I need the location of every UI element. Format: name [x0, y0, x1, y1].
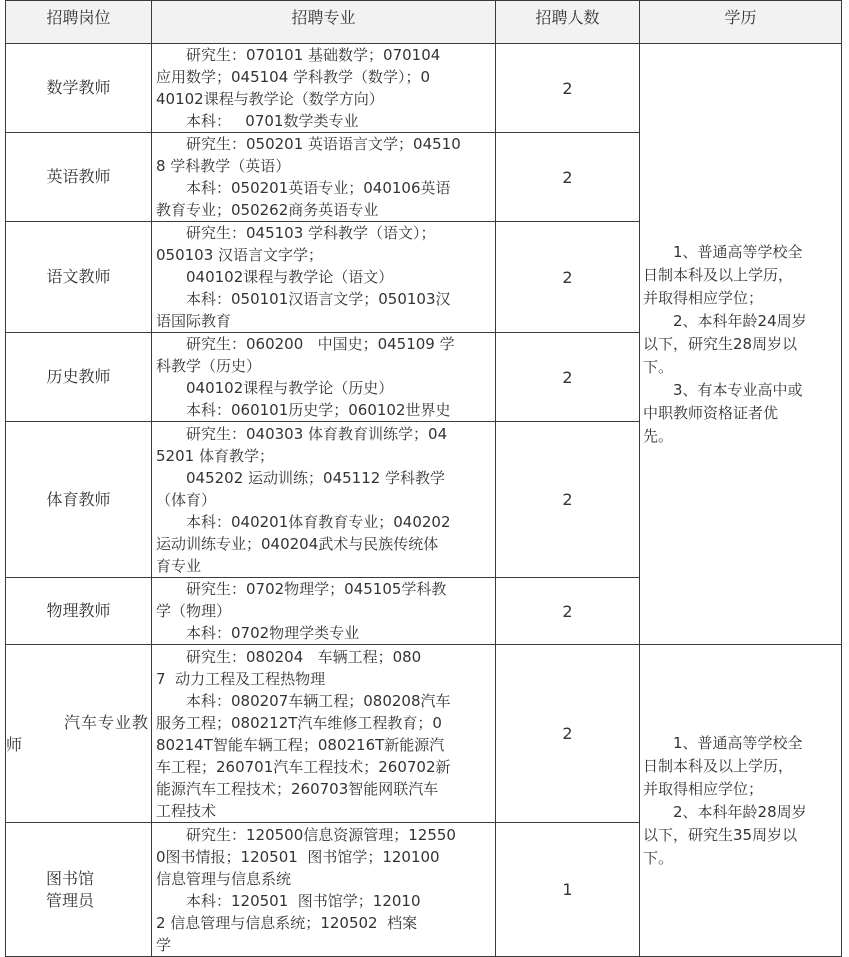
major-line: 能源汽车工程技术；260703智能网联汽车: [156, 779, 439, 798]
count-cell: 2: [496, 133, 640, 222]
major-cell: [152, 222, 496, 333]
count-cell: 2: [496, 222, 640, 333]
count-cell: 2: [496, 578, 640, 645]
major-line: 研究生：070101 基础数学；070104: [186, 46, 441, 64]
major-line: 车工程；260701汽车工程技术；260702新: [156, 757, 451, 776]
edu-line: 并取得相应学位；: [643, 779, 764, 798]
edu-line: 2、本科年龄24周岁: [673, 311, 807, 330]
recruitment-table: [5, 0, 842, 957]
major-line: （体育）: [156, 490, 217, 509]
major-line: 研究生：050201 英语语言文学；04510: [186, 135, 461, 153]
header-major: 招聘专业: [152, 1, 496, 44]
edu-line: 日制本科及以上学历，: [643, 265, 794, 284]
edu-line: 以下，研究生28周岁以: [643, 334, 798, 353]
position-cell: 历史教师: [6, 333, 152, 422]
position-cell: 物理教师: [6, 578, 152, 645]
major-line: 应用数学；045104 学科教学（数学）；0: [156, 68, 431, 86]
education-cell-group1: [640, 44, 842, 645]
major-line: 050103 汉语言文字学；: [156, 246, 324, 264]
major-line: 045202 运动训练；045112 学科教学: [186, 468, 446, 487]
major-line: 服务工程；080212T汽车维修工程教育；0: [156, 713, 442, 732]
table-row: [6, 645, 842, 823]
edu-line: 3、有本专业高中或: [673, 380, 803, 399]
count-cell: 2: [496, 44, 640, 133]
major-line: 教育专业；050262商务英语专业: [156, 201, 379, 219]
position-cell: 英语教师: [6, 133, 152, 222]
header-count: 招聘人数: [496, 1, 640, 44]
position-cell: 语文教师: [6, 222, 152, 333]
major-line: 80214T智能车辆工程；080216T新能源汽: [156, 735, 445, 754]
major-line: 本科：080207车辆工程；080208汽车: [186, 691, 451, 710]
major-line: 本科：050201英语专业；040106英语: [186, 179, 451, 197]
edu-line: 先。: [643, 426, 674, 445]
major-line: 研究生：0702物理学；045105学科教: [186, 580, 447, 598]
major-line: 40102课程与教学论（数学方向）: [156, 90, 384, 108]
major-line: 育专业: [156, 556, 202, 575]
position-cell: 体育教师: [6, 422, 152, 578]
major-line: 研究生：120500信息资源管理；12550: [186, 825, 456, 844]
major-line: 研究生：060200 中国史；045109 学: [186, 335, 455, 353]
education-cell-group2: [640, 645, 842, 957]
edu-line: 并取得相应学位；: [643, 288, 764, 307]
position-cell: [6, 823, 152, 957]
count-cell: 2: [496, 333, 640, 422]
major-cell: [152, 578, 496, 645]
major-line: 0图书情报；120501 图书馆学；120100: [156, 847, 440, 866]
table-header-row: [6, 1, 842, 44]
major-line: 本科：040201体育教育专业；040202: [186, 512, 451, 531]
edu-line: 1、普通高等学校全: [673, 733, 803, 752]
edu-line: 1、普通高等学校全: [673, 242, 803, 261]
major-line: 信息管理与信息系统: [156, 869, 292, 888]
major-line: 研究生：080204 车辆工程；080: [186, 647, 422, 666]
edu-line: 日制本科及以上学历，: [643, 756, 794, 775]
major-line: 本科： 0701数学类专业: [186, 112, 359, 130]
position-line: 师: [6, 734, 23, 754]
major-line: 学: [156, 935, 172, 954]
position-cell: 数学教师: [6, 44, 152, 133]
major-line: 研究生：040303 体育教育训练学；04: [186, 424, 448, 443]
major-line: 7 动力工程及工程热物理: [156, 669, 326, 688]
major-line: 本科：060101历史学；060102世界史: [186, 401, 451, 419]
major-line: 5201 体育教学；: [156, 446, 274, 465]
major-line: 2 信息管理与信息系统；120502 档案: [156, 913, 418, 932]
major-line: 运动训练专业；040204武术与民族传统体: [156, 534, 439, 553]
edu-line: 下。: [643, 357, 674, 376]
major-cell: [152, 422, 496, 578]
position-cell: [6, 645, 152, 823]
position-line: 汽车专业教: [63, 712, 149, 732]
major-line: 学（物理）: [156, 602, 232, 620]
major-line: 8 学科教学（英语）: [156, 157, 291, 175]
edu-line: 下。: [643, 848, 674, 867]
major-line: 本科：0702物理学类专业: [186, 624, 360, 642]
major-line: 研究生：045103 学科教学（语文）；: [186, 224, 436, 242]
major-cell: [152, 333, 496, 422]
position-line: 图书馆: [46, 868, 95, 888]
major-line: 科教学（历史）: [156, 357, 262, 375]
edu-line: 2、本科年龄28周岁: [673, 802, 807, 821]
major-cell: [152, 823, 496, 957]
header-position: 招聘岗位: [6, 1, 152, 44]
major-line: 工程技术: [156, 801, 217, 820]
major-cell: [152, 44, 496, 133]
major-line: 040102课程与教学论（语文）: [186, 268, 394, 286]
major-line: 语国际教育: [156, 312, 232, 330]
count-cell: 2: [496, 645, 640, 823]
edu-line: 以下，研究生35周岁以: [643, 825, 798, 844]
edu-line: 中职教师资格证者优: [643, 403, 779, 422]
major-line: 本科：050101汉语言文学；050103汉: [186, 290, 451, 308]
major-line: 本科：120501 图书馆学；12010: [186, 891, 421, 910]
table-row: [6, 44, 842, 133]
major-cell: [152, 133, 496, 222]
major-line: 040102课程与教学论（历史）: [186, 379, 394, 397]
major-cell: [152, 645, 496, 823]
header-education: 学历: [640, 1, 842, 44]
count-cell: 1: [496, 823, 640, 957]
count-cell: 2: [496, 422, 640, 578]
position-line: 管理员: [46, 890, 95, 910]
